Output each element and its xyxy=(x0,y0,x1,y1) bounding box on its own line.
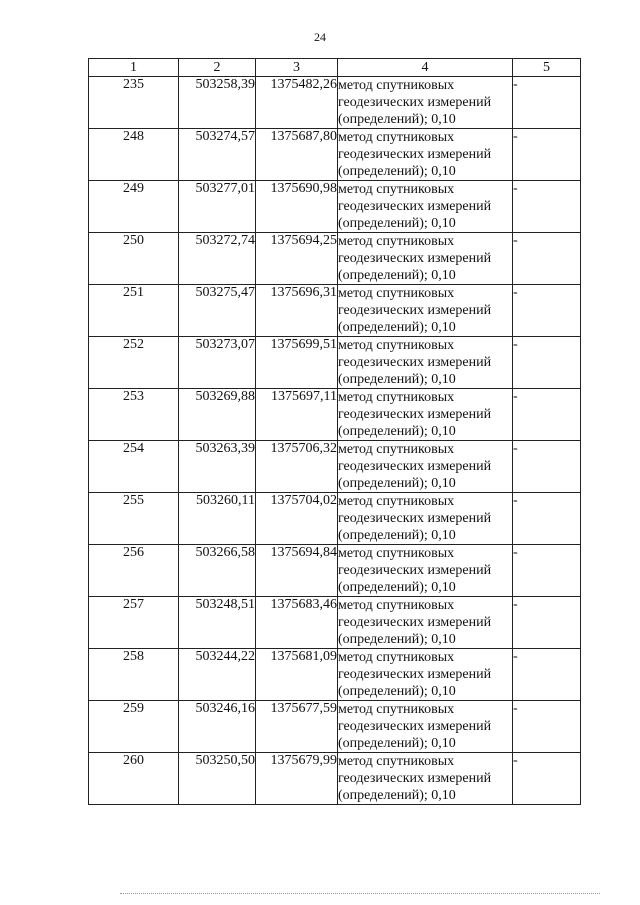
point-number-cell: 256 xyxy=(89,545,179,597)
note-cell: - xyxy=(513,441,581,493)
point-number-cell: 253 xyxy=(89,389,179,441)
y-coordinate-cell: 1375699,51 xyxy=(256,337,338,389)
x-coordinate-cell: 503250,50 xyxy=(179,753,256,805)
table-row xyxy=(89,701,581,753)
point-number-cell: 255 xyxy=(89,493,179,545)
point-number-cell: 251 xyxy=(89,285,179,337)
x-coordinate-cell: 503274,57 xyxy=(179,129,256,181)
note-cell: - xyxy=(513,753,581,805)
note-cell: - xyxy=(513,701,581,753)
note-cell: - xyxy=(513,181,581,233)
x-coordinate-cell: 503269,88 xyxy=(179,389,256,441)
x-coordinate-cell: 503266,58 xyxy=(179,545,256,597)
point-number-cell: 249 xyxy=(89,181,179,233)
point-number-cell: 259 xyxy=(89,701,179,753)
y-coordinate-cell: 1375687,80 xyxy=(256,129,338,181)
note-cell: - xyxy=(513,129,581,181)
method-cell: метод спутниковых геодезических измерений (определений); 0,10 xyxy=(338,701,513,753)
method-cell: метод спутниковых геодезических измерений (определений); 0,10 xyxy=(338,441,513,493)
table-body xyxy=(89,77,581,805)
method-cell: метод спутниковых геодезических измерений (определений); 0,10 xyxy=(338,545,513,597)
table-row xyxy=(89,337,581,389)
table-row xyxy=(89,181,581,233)
point-number-cell: 248 xyxy=(89,129,179,181)
header-col-2: 2 xyxy=(179,59,256,77)
point-number-cell: 250 xyxy=(89,233,179,285)
point-number-cell: 252 xyxy=(89,337,179,389)
note-cell: - xyxy=(513,337,581,389)
y-coordinate-cell: 1375697,11 xyxy=(256,389,338,441)
y-coordinate-cell: 1375683,46 xyxy=(256,597,338,649)
table-row xyxy=(89,77,581,129)
note-cell: - xyxy=(513,389,581,441)
y-coordinate-cell: 1375694,25 xyxy=(256,233,338,285)
note-cell: - xyxy=(513,77,581,129)
x-coordinate-cell: 503273,07 xyxy=(179,337,256,389)
header-col-1: 1 xyxy=(89,59,179,77)
method-cell: метод спутниковых геодезических измерений (определений); 0,10 xyxy=(338,233,513,285)
y-coordinate-cell: 1375482,26 xyxy=(256,77,338,129)
point-number-cell: 254 xyxy=(89,441,179,493)
x-coordinate-cell: 503263,39 xyxy=(179,441,256,493)
x-coordinate-cell: 503246,16 xyxy=(179,701,256,753)
header-col-3: 3 xyxy=(256,59,338,77)
table-row xyxy=(89,285,581,337)
note-cell: - xyxy=(513,649,581,701)
x-coordinate-cell: 503248,51 xyxy=(179,597,256,649)
method-cell: метод спутниковых геодезических измерений (определений); 0,10 xyxy=(338,77,513,129)
point-number-cell: 260 xyxy=(89,753,179,805)
y-coordinate-cell: 1375679,99 xyxy=(256,753,338,805)
method-cell: метод спутниковых геодезических измерений (определений); 0,10 xyxy=(338,753,513,805)
note-cell: - xyxy=(513,597,581,649)
table-row xyxy=(89,753,581,805)
x-coordinate-cell: 503272,74 xyxy=(179,233,256,285)
method-cell: метод спутниковых геодезических измерений (определений); 0,10 xyxy=(338,181,513,233)
table-row xyxy=(89,493,581,545)
y-coordinate-cell: 1375677,59 xyxy=(256,701,338,753)
method-cell: метод спутниковых геодезических измерений (определений); 0,10 xyxy=(338,129,513,181)
y-coordinate-cell: 1375694,84 xyxy=(256,545,338,597)
y-coordinate-cell: 1375681,09 xyxy=(256,649,338,701)
x-coordinate-cell: 503244,22 xyxy=(179,649,256,701)
y-coordinate-cell: 1375704,02 xyxy=(256,493,338,545)
method-cell: метод спутниковых геодезических измерений (определений); 0,10 xyxy=(338,389,513,441)
note-cell: - xyxy=(513,545,581,597)
table-row xyxy=(89,129,581,181)
header-row xyxy=(89,59,581,77)
x-coordinate-cell: 503275,47 xyxy=(179,285,256,337)
method-cell: метод спутниковых геодезических измерений (определений); 0,10 xyxy=(338,493,513,545)
method-cell: метод спутниковых геодезических измерений (определений); 0,10 xyxy=(338,649,513,701)
x-coordinate-cell: 503258,39 xyxy=(179,77,256,129)
note-cell: - xyxy=(513,233,581,285)
table-header xyxy=(89,59,581,77)
coordinates-table xyxy=(88,58,581,805)
x-coordinate-cell: 503260,11 xyxy=(179,493,256,545)
x-coordinate-cell: 503277,01 xyxy=(179,181,256,233)
table-row xyxy=(89,389,581,441)
header-col-5: 5 xyxy=(513,59,581,77)
note-cell: - xyxy=(513,493,581,545)
note-cell: - xyxy=(513,285,581,337)
y-coordinate-cell: 1375706,32 xyxy=(256,441,338,493)
table-row xyxy=(89,649,581,701)
point-number-cell: 257 xyxy=(89,597,179,649)
method-cell: метод спутниковых геодезических измерений (определений); 0,10 xyxy=(338,597,513,649)
method-cell: метод спутниковых геодезических измерений (определений); 0,10 xyxy=(338,337,513,389)
point-number-cell: 258 xyxy=(89,649,179,701)
table-row xyxy=(89,233,581,285)
table-row xyxy=(89,597,581,649)
scan-artifact-line xyxy=(120,893,600,896)
point-number-cell: 235 xyxy=(89,77,179,129)
table-row xyxy=(89,545,581,597)
page-number: 24 xyxy=(314,30,326,44)
method-cell: метод спутниковых геодезических измерений (определений); 0,10 xyxy=(338,285,513,337)
table-row xyxy=(89,441,581,493)
y-coordinate-cell: 1375696,31 xyxy=(256,285,338,337)
header-col-4: 4 xyxy=(338,59,513,77)
y-coordinate-cell: 1375690,98 xyxy=(256,181,338,233)
